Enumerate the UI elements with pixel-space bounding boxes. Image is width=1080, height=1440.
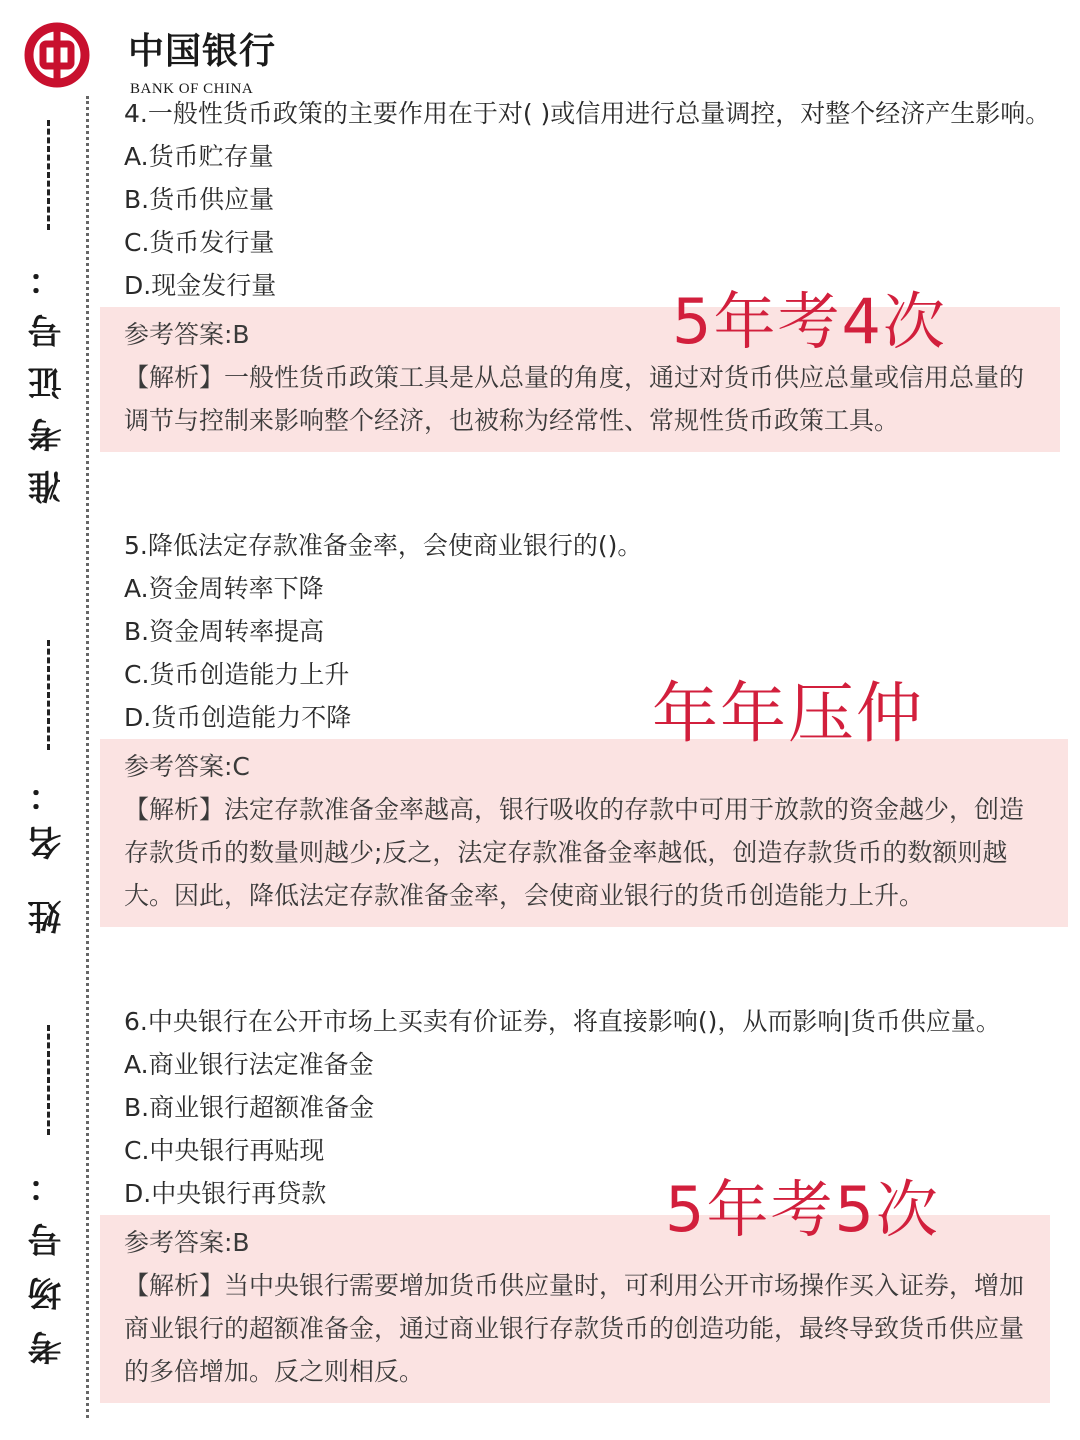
binding-dotted-line xyxy=(86,96,89,1418)
analysis-text: 【解析】当中央银行需要增加货币供应量时，可利用公开市场操作买入证券，增加商业银行的超额准备金，通过商业银行存款货币的创造功能，最终导致货币供应量的多倍增加。反之则相反。 xyxy=(124,1271,1025,1386)
option-a: A.商业银行法定准备金 xyxy=(124,1050,374,1079)
analysis-text: 【解析】法定存款准备金率越高，银行吸收的存款中可用于放款的资金越少，创造存款货币的数量则越少;反之，法定存款准备金率越低，创造存款货币的数额则越大。因此，降低法定存款准备金率，会使商业银行的货币创造能力上升。 xyxy=(124,795,1025,910)
side-label-text: 准考证号： xyxy=(28,244,68,504)
option-d: D.货币创造能力不降 xyxy=(124,703,352,732)
frequency-stamp: 5年考4次 xyxy=(672,285,947,358)
option-a: A.资金周转率下降 xyxy=(124,574,324,603)
answer-line: 参考答案:B xyxy=(124,320,250,349)
analysis-text: 【解析】一般性货币政策工具是从总量的角度，通过对货币供应总量或信用总量的调节与控制来影响整个经济，也被称为经常性、常规性货币政策工具。 xyxy=(124,363,1025,435)
blank-line xyxy=(47,120,50,230)
side-label-name xyxy=(28,640,68,934)
option-c: C.货币发行量 xyxy=(124,228,275,257)
bank-of-china-emblem-icon xyxy=(24,22,90,88)
bank-logo xyxy=(24,18,284,97)
question-text: 5.降低法定存款准备金率，会使商业银行的()。 xyxy=(124,531,643,560)
answer-box xyxy=(100,739,1068,927)
option-a: A.货币贮存量 xyxy=(124,142,274,171)
option-d: D.现金发行量 xyxy=(124,271,277,300)
option-c: C.货币创造能力上升 xyxy=(124,660,350,689)
frequency-stamp: 年年压仲 xyxy=(652,675,924,752)
answer-line: 参考答案:B xyxy=(124,1228,250,1257)
option-b: B.商业银行超额准备金 xyxy=(124,1093,375,1122)
logo-chinese-name: 中国银行 xyxy=(128,31,277,72)
blank-line xyxy=(47,640,50,750)
side-label-text: 考场号： xyxy=(28,1149,68,1365)
option-c: C.中央银行再贴现 xyxy=(124,1136,325,1165)
side-label-text: 姓 名： xyxy=(28,764,68,934)
question-text: 6.中央银行在公开市场上买卖有价证券，将直接影响()，从而影响|货币供应量。 xyxy=(124,1007,1001,1036)
answer-line: 参考答案:C xyxy=(124,752,250,781)
question-text: 4.一般性货币政策的主要作用在于对( )或信用进行总量调控，对整个经济产生影响。 xyxy=(124,99,1051,128)
side-label-room-id xyxy=(28,1025,68,1365)
option-b: B.资金周转率提高 xyxy=(124,617,325,646)
frequency-stamp: 5年考5次 xyxy=(665,1173,940,1246)
logo-english-name: BANK OF CHINA xyxy=(130,81,254,97)
option-b: B.货币供应量 xyxy=(124,185,275,214)
side-label-exam-id xyxy=(28,120,68,504)
option-d: D.中央银行再贷款 xyxy=(124,1179,327,1208)
blank-line xyxy=(47,1025,50,1135)
